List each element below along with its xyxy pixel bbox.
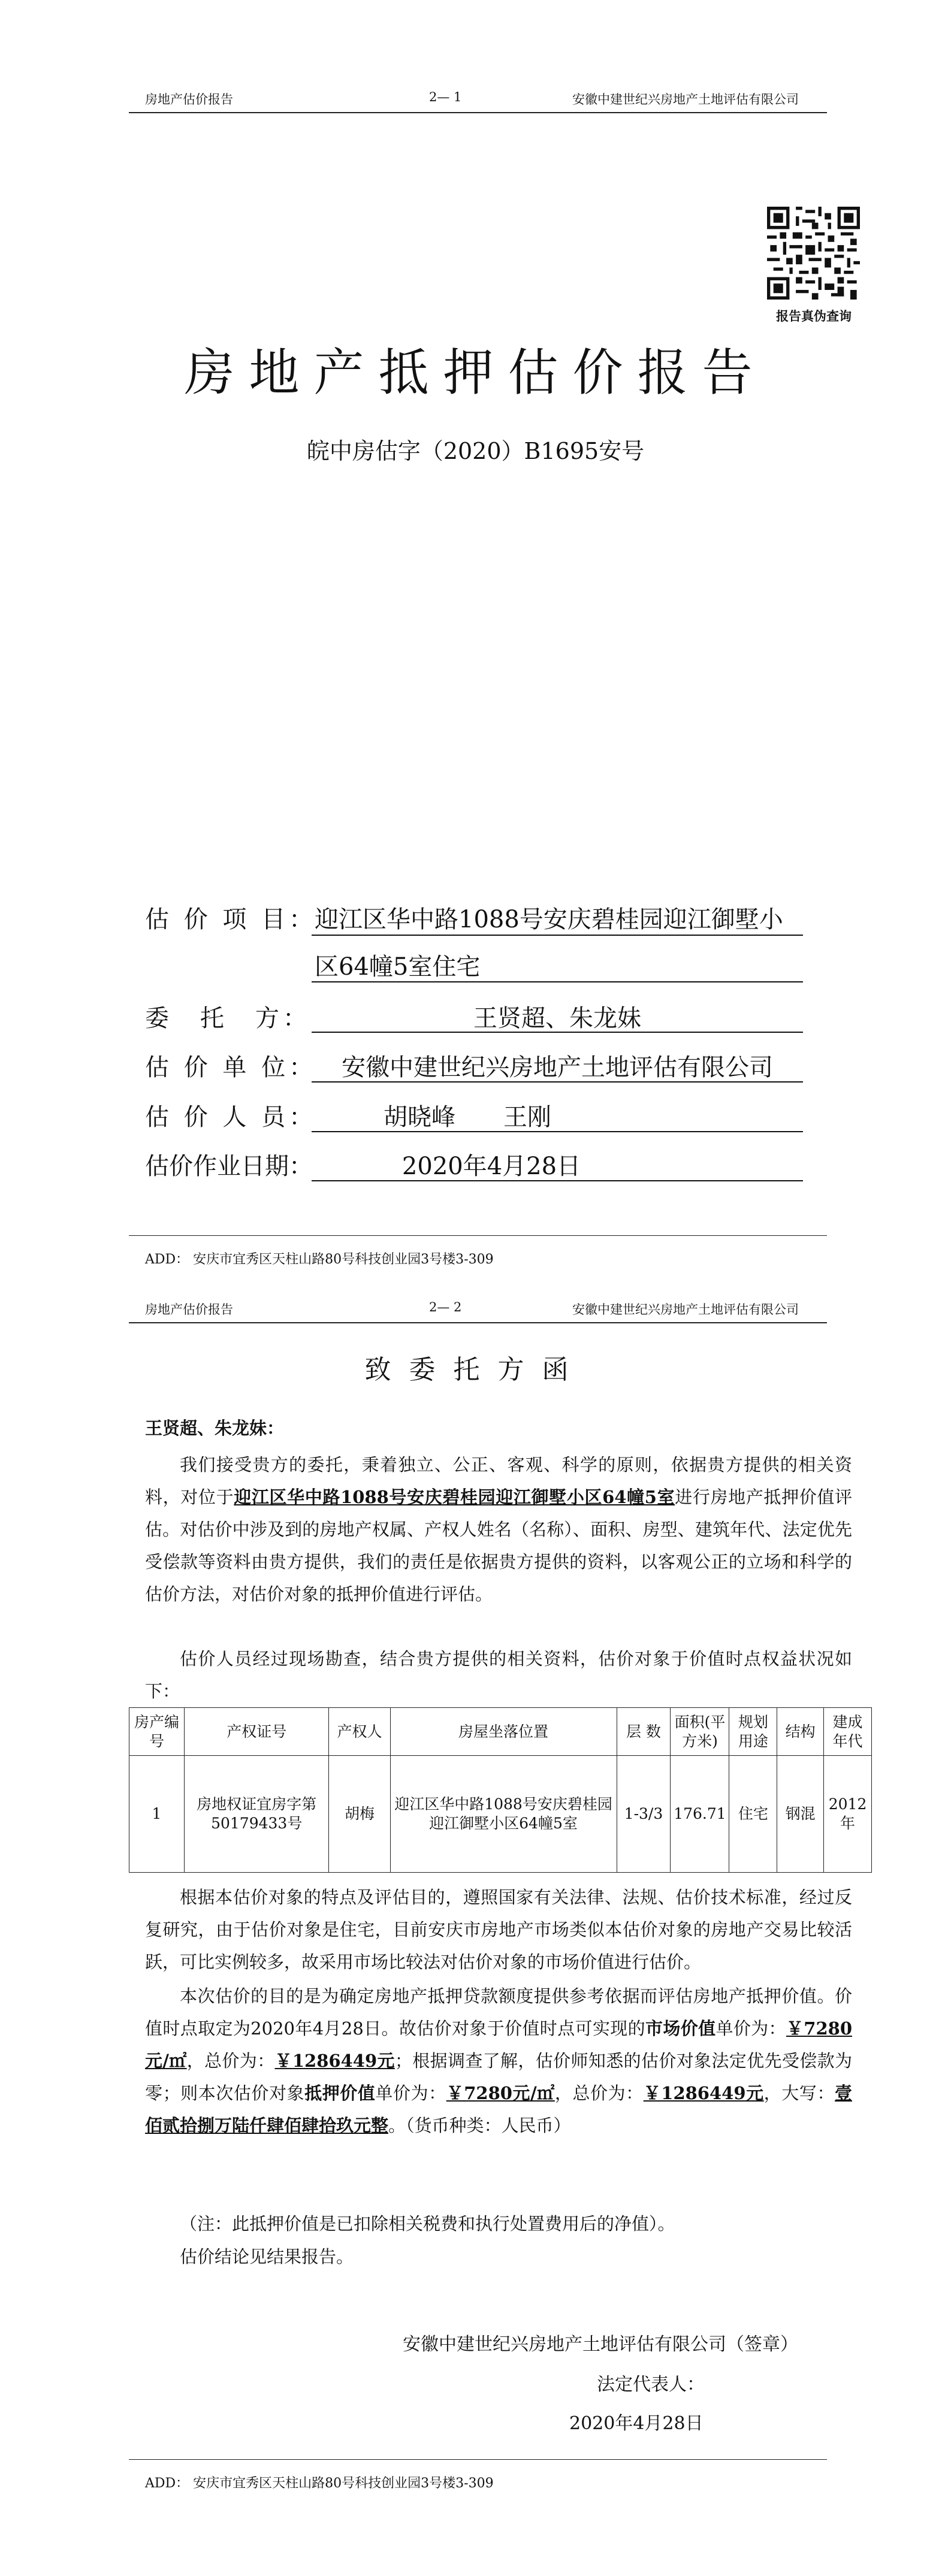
para1-location: 迎江区华中路1088号安庆碧桂园迎江御墅小区64幢5室 <box>234 1487 675 1507</box>
signature-company: 安徽中建世纪兴房地产土地评估有限公司（签章） <box>403 2334 798 2355</box>
letter-paragraph-5: 估价结论见结果报告。 <box>180 2247 354 2267</box>
letter-salutation: 王贤超、朱龙妹： <box>145 1418 285 1438</box>
table-header-cell: 层 数 <box>617 1708 671 1756</box>
unit-underline <box>312 1081 803 1083</box>
signature-date: 2020年4月28日 <box>569 2413 704 2434</box>
table-cell: 1 <box>129 1756 185 1873</box>
table-cell: 迎江区华中路1088号安庆碧桂园迎江御墅小区64幢5室 <box>390 1756 617 1873</box>
client-underline <box>312 1032 803 1033</box>
date-underline <box>312 1180 803 1181</box>
para4-text-b: 单价为： <box>715 2018 786 2039</box>
para4-text-e: 单价为： <box>375 2083 446 2103</box>
table-header-row <box>129 1708 872 1756</box>
page1-footer-address: ADD： 安庆市宜秀区天柱山路80号科技创业园3号楼3-309 <box>145 1252 494 1267</box>
project-underline-1 <box>312 935 803 936</box>
page2-header-rule <box>129 1322 827 1323</box>
signature-representative: 法定代表人： <box>597 2374 705 2395</box>
date-value: 2020年4月28日 <box>401 1153 581 1180</box>
project-value-line2: 区64幢5室住宅 <box>315 953 481 981</box>
client-label: 委 托 方： <box>145 1005 310 1032</box>
table-cell: 住宅 <box>729 1756 777 1873</box>
qr-code-icon[interactable] <box>767 207 860 300</box>
page2-footer-rule <box>129 2459 827 2460</box>
para4-text-d: ；根据调查了解，估价师知悉的估价对象法定优先受偿款为零；则本次估价对象 <box>145 2051 852 2103</box>
page2-header-page-number: 2— 2 <box>429 1300 462 1314</box>
table-header-cell: 面积(平方米) <box>671 1708 729 1756</box>
letter-paragraph-3: 根据本估价对象的特点及评估目的，遵照国家有关法律、法规、估价技术标准，经过反复研究，由于估价对象是住宅，目前安庆市房地产市场类似本估价对象的房地产交易比较活跃，可比实例较多，故采用市场比较法对估价对象的市场价值进行估价。 <box>145 1887 852 1972</box>
market-value-label: 市场价值 <box>645 2018 716 2039</box>
letter-paragraph-2: 估价人员经过现场勘查，结合贵方提供的相关资料，估价对象于价值时点权益状况如下： <box>145 1649 852 1701</box>
mortgage-total-words: 壹佰贰拾捌万陆仟肆佰肆拾玖元整 <box>145 2083 852 2136</box>
para1-text-b: 进行房地产抵押价值评估。对估价中涉及到的房地产权属、产权人姓名（名称）、面积、房型、建筑年代、法定优先受偿款等资料由贵方提供，我们的责任是依据贵方提供的资料，以客观公正的立场和科学的估价方法，对估价对象的抵押价值进行评估。 <box>145 1487 852 1604</box>
date-label: 估价作业日期： <box>145 1153 313 1180</box>
unit-label: 估 价 单 位： <box>145 1054 317 1081</box>
para4-text-f: ，总价为： <box>554 2083 644 2103</box>
client-value: 王贤超、朱龙妹 <box>473 1005 641 1032</box>
report-title: 房地产抵押估价报告 <box>184 343 767 402</box>
qr-caption: 报告真伪查询 <box>776 309 852 323</box>
page2-header-left: 房地产估价报告 <box>145 1302 233 1317</box>
table-cell: 176.71 <box>671 1756 729 1873</box>
page1-header-page-number: 2— 1 <box>429 90 462 104</box>
page1-header-right: 安徽中建世纪兴房地产土地评估有限公司 <box>572 92 799 107</box>
mortgage-total-price: ￥1286449元 <box>643 2083 764 2103</box>
para4-text-a: 本次估价的目的是为确定房地产抵押贷款额度提供参考依据而评估房地产抵押价值。价值时点取定为2020年4月28日。故估价对象于价值时点可实现的 <box>145 1986 852 2039</box>
page1-header-left: 房地产估价报告 <box>145 92 233 107</box>
table-row <box>129 1756 872 1873</box>
report-doc-number: 皖中房估字（2020）B1695安号 <box>306 438 645 464</box>
project-underline-2 <box>312 981 803 982</box>
para4-text-c: ，总价为： <box>186 2051 275 2071</box>
unit-value: 安徽中建世纪兴房地产土地评估有限公司 <box>342 1054 773 1081</box>
appraiser-value: 胡晓峰 王刚 <box>384 1103 551 1131</box>
table-header-cell: 规划用途 <box>729 1708 777 1756</box>
table-header-cell: 房产编号 <box>129 1708 185 1756</box>
market-total-price: ￥1286449元 <box>274 2051 395 2071</box>
page2-header-right: 安徽中建世纪兴房地产土地评估有限公司 <box>572 1302 799 1317</box>
table-header-cell: 结构 <box>777 1708 824 1756</box>
page1-footer-rule <box>129 1235 827 1236</box>
page2-footer-address: ADD： 安庆市宜秀区天柱山路80号科技创业园3号楼3-309 <box>145 2476 494 2491</box>
table-cell: 钢混 <box>777 1756 824 1873</box>
para4-text-g: ，大写： <box>763 2083 835 2103</box>
letter-paragraph-4 <box>145 1980 852 2142</box>
property-table <box>129 1707 872 1873</box>
table-header-cell: 房屋坐落位置 <box>390 1708 617 1756</box>
page1-header-rule <box>129 112 827 113</box>
table-cell: 2012年 <box>824 1756 872 1873</box>
appraiser-label: 估 价 人 员： <box>145 1103 317 1131</box>
project-value-line1: 迎江区华中路1088号安庆碧桂园迎江御墅小 <box>315 906 783 933</box>
market-unit-price: ￥7280元/㎡ <box>145 2018 852 2071</box>
project-label: 估 价 项 目： <box>145 906 317 933</box>
para1-text-a: 我们接受贵方的委托，秉着独立、公正、客观、科学的原则，依据贵方提供的相关资料，对位于 <box>145 1455 852 1507</box>
table-header-cell: 建成年代 <box>824 1708 872 1756</box>
table-header-cell: 产权证号 <box>184 1708 329 1756</box>
letter-title: 致委托方函 <box>364 1354 587 1385</box>
mortgage-value-label: 抵押价值 <box>304 2083 376 2103</box>
letter-paragraph-1 <box>145 1449 852 1610</box>
table-cell: 房地权证宜房字第50179433号 <box>184 1756 329 1873</box>
table-cell: 1-3/3 <box>617 1756 671 1873</box>
table-cell: 胡梅 <box>329 1756 390 1873</box>
letter-note: （注：此抵押价值是已扣除相关税费和执行处置费用后的净值）。 <box>180 2214 675 2234</box>
mortgage-unit-price: ￥7280元/㎡ <box>446 2083 555 2103</box>
para4-text-h: 。（货币种类：人民币） <box>388 2115 571 2136</box>
table-header-cell: 产权人 <box>329 1708 390 1756</box>
appraiser-underline <box>312 1131 803 1132</box>
